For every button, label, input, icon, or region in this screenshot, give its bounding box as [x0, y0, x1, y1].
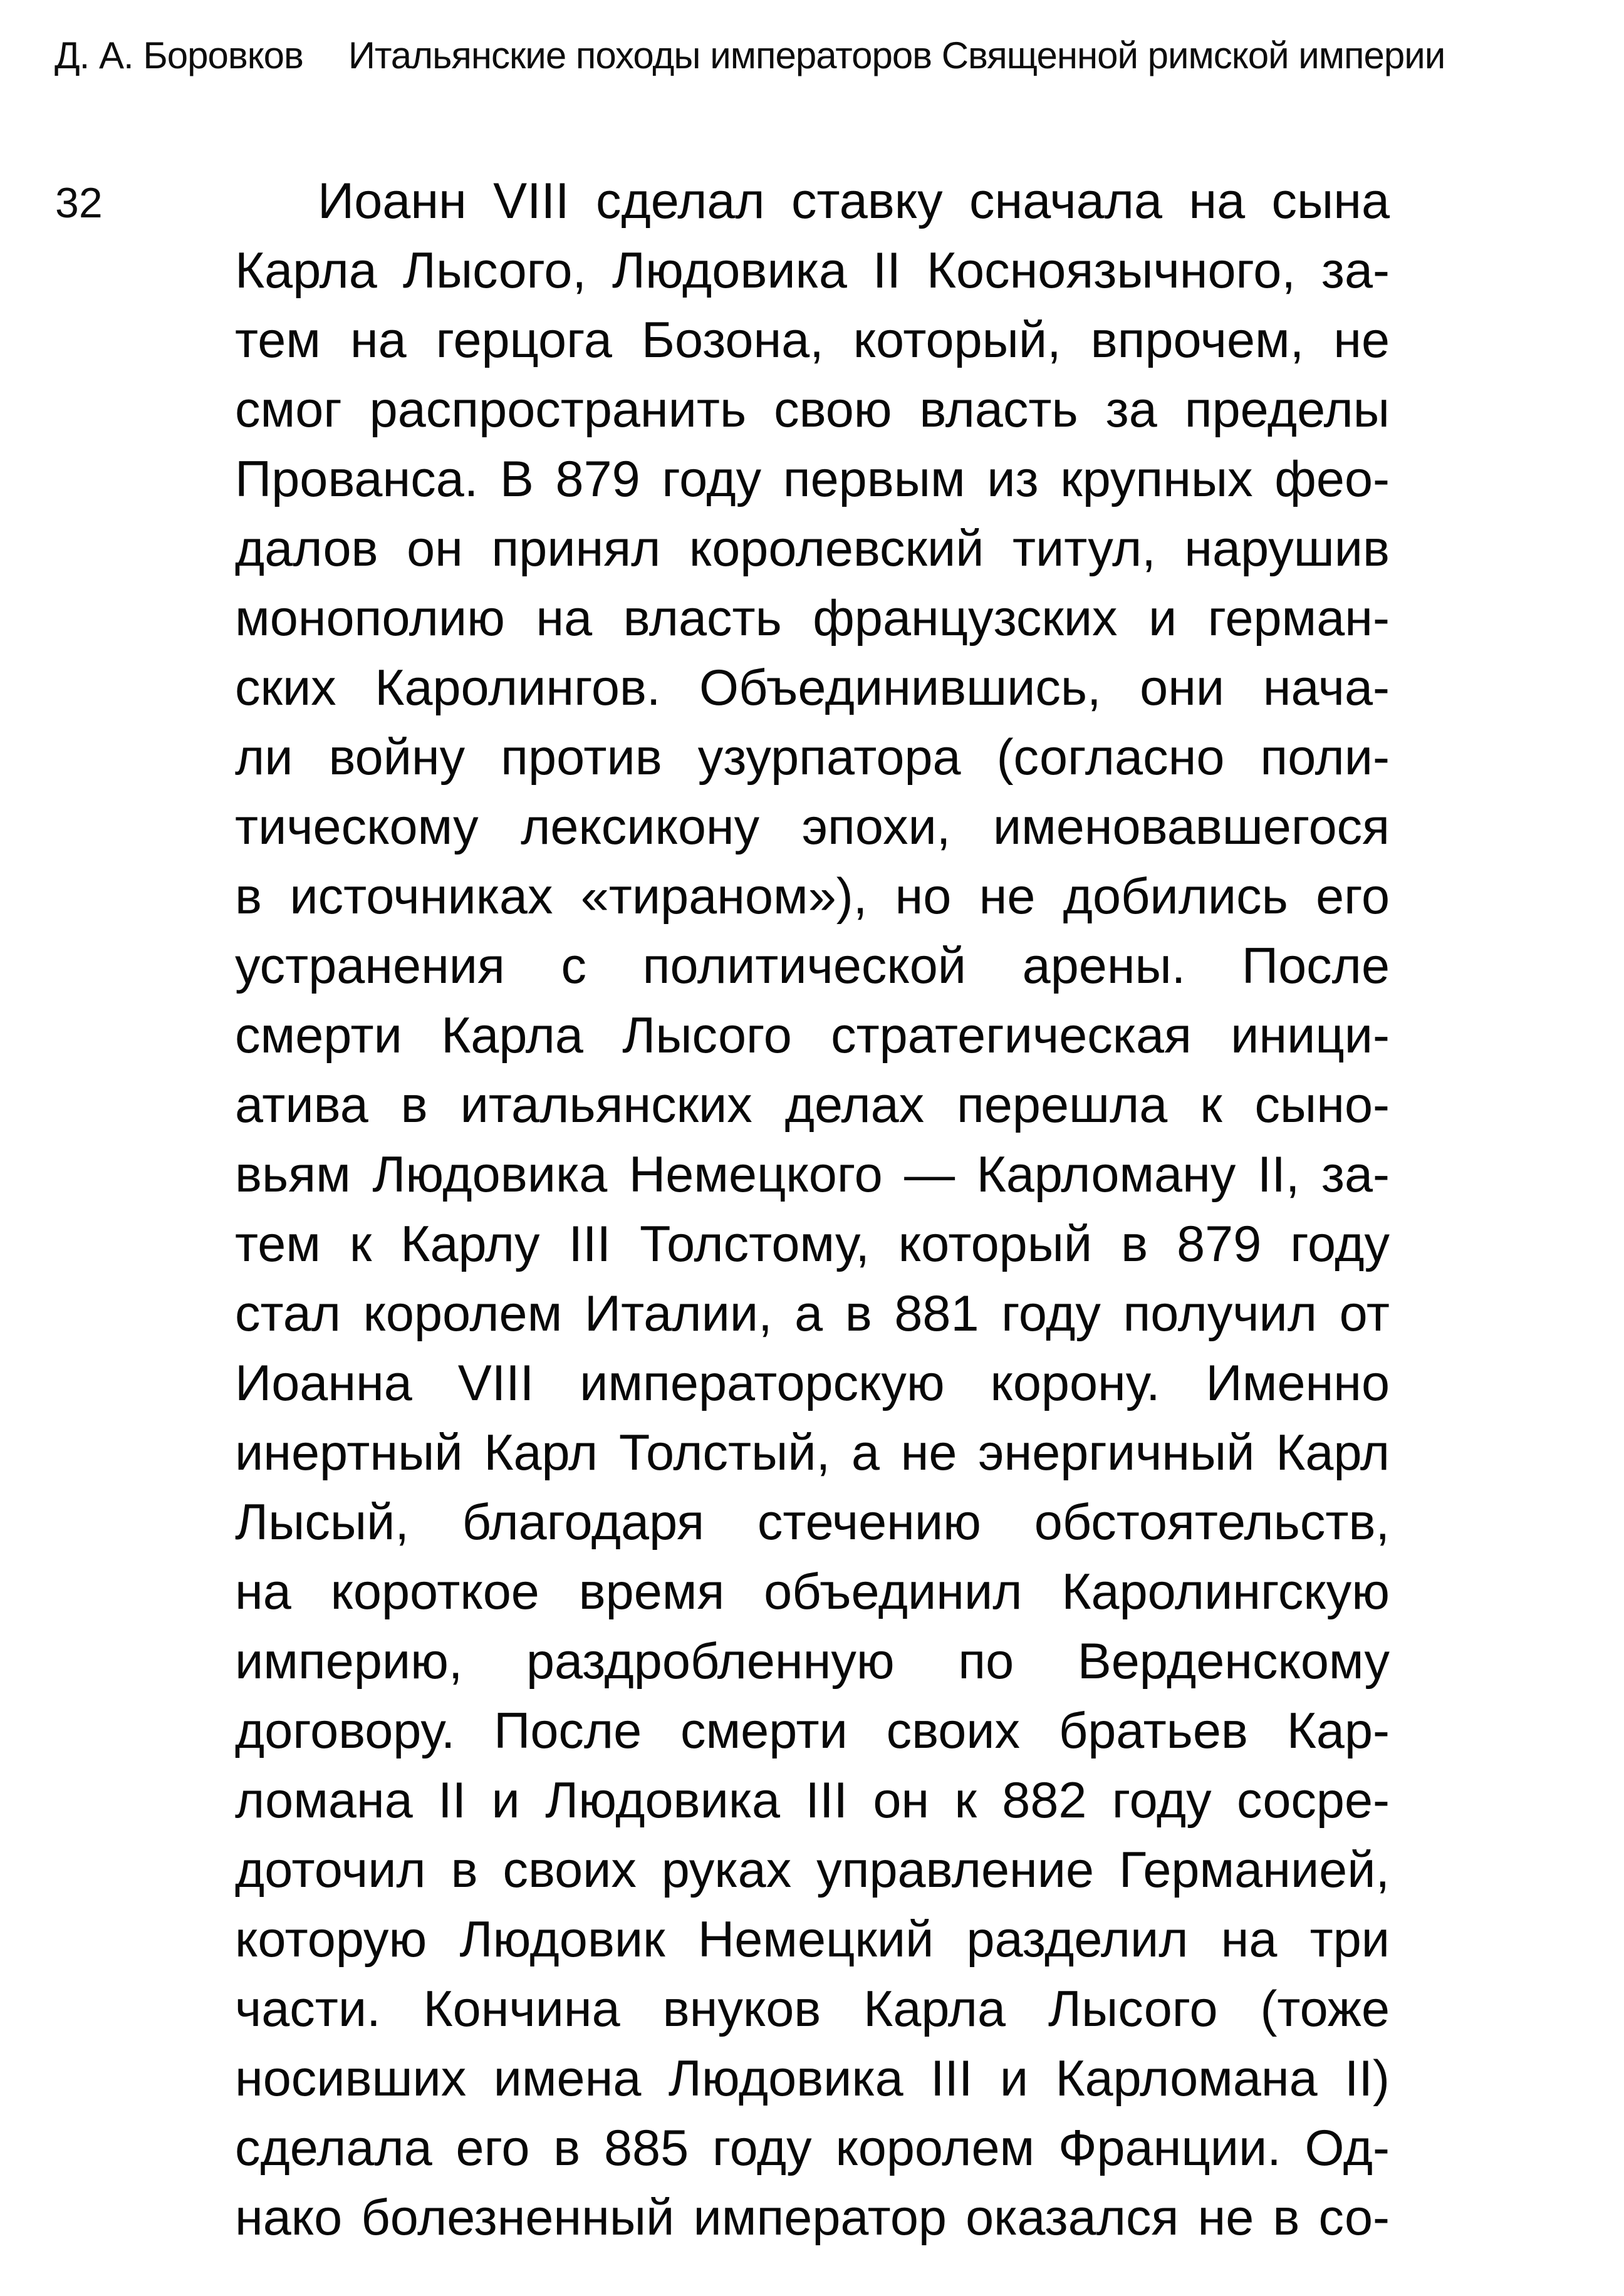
text-line: на короткое время объединил Каролингскую [235, 1564, 1390, 1620]
text-line: в источниках «тираном»), но не добились его [235, 868, 1390, 925]
text-line: тем к Карлу III Толстому, который в 879 году [235, 1216, 1390, 1272]
text-line: части. Кончина внуков Карла Лысого (тоже [235, 1981, 1390, 2037]
text-line: ломана II и Людовика III он к 882 году сосре- [235, 1772, 1390, 1829]
text-line: доточил в своих руках управление Германией, [235, 1842, 1390, 1898]
page-number: 32 [55, 179, 103, 227]
header-title: Итальянские походы императоров Священной римской империи [348, 34, 1445, 76]
text-line: далов он принял королевский титул, нарушив [235, 521, 1390, 577]
text-line: Карла Лысого, Людовика II Косноязычного, за- [235, 242, 1390, 299]
text-line: стал королем Италии, а в 881 году получил от [235, 1286, 1390, 1342]
text-line: смог распространить свою власть за пределы [235, 382, 1390, 438]
body-text-column [235, 167, 1390, 2253]
text-line: тическому лексикону эпохи, именовавшегося [235, 799, 1390, 855]
text-line: которую Людовик Немецкий разделил на три [235, 1911, 1390, 1968]
text-line: тем на герцога Бозона, который, впрочем, не [235, 312, 1390, 368]
text-line: ских Каролингов. Объединившись, они нача- [235, 660, 1390, 716]
text-line: инертный Карл Толстый, а не энергичный Карл [235, 1425, 1390, 1481]
running-header [55, 36, 1445, 75]
text-line: ли войну против узурпатора (согласно поли- [235, 729, 1390, 786]
text-line: носивших имена Людовика III и Карломана II) [235, 2050, 1390, 2107]
text-line: Прованса. В 879 году первым из крупных фео- [235, 451, 1390, 507]
text-line: договору. После смерти своих братьев Кар- [235, 1703, 1390, 1759]
text-line: империю, раздробленную по Верденскому [235, 1633, 1390, 1690]
text-line: вьям Людовика Немецкого — Карломану II, за- [235, 1146, 1390, 1203]
header-author: Д. А. Боровков [55, 34, 303, 76]
text-line: устранения с политической арены. После [235, 938, 1390, 994]
text-line: Лысый, благодаря стечению обстоятельств, [235, 1494, 1390, 1551]
text-line: Иоанна VIII императорскую корону. Именно [235, 1355, 1390, 1411]
text-line: Иоанн VIII сделал ставку сначала на сына [318, 173, 1390, 229]
text-line: монополию на власть французских и герман- [235, 590, 1390, 647]
text-line: атива в итальянских делах перешла к сыно- [235, 1077, 1390, 1133]
text-line: смерти Карла Лысого стратегическая иници- [235, 1007, 1390, 1064]
text-line: нако болезненный император оказался не в со- [235, 2190, 1390, 2246]
text-line: сделала его в 885 году королем Франции. Од- [235, 2120, 1390, 2176]
